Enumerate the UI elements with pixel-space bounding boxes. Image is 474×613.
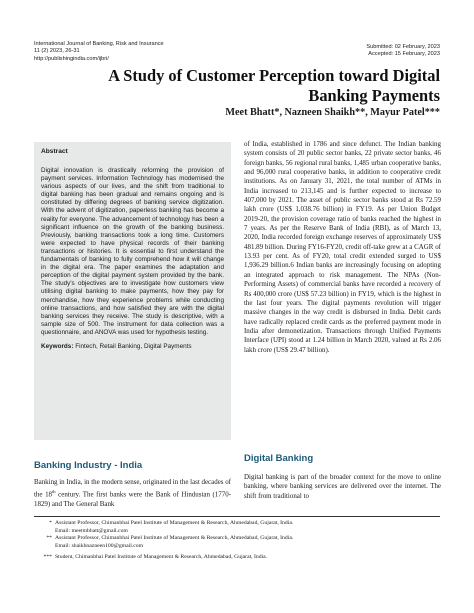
banking-text-end: century. The first banks were the Bank of Hindustan (1770-1829) and The General Bank (34, 490, 232, 508)
digital-banking-text (244, 473, 441, 501)
journal-url[interactable]: http://publishingindia.com/ijbri/ (34, 55, 109, 62)
accepted-date: Accepted: 15 February, 2023 (368, 51, 440, 58)
footnote-mark: * (49, 520, 52, 526)
footnote-affiliation: Student, Chimanbhai Patel Institute of Management & Research, Ahmedabad, Gujarat, India. (55, 553, 268, 560)
footnote-email[interactable]: Email: shaikhnazneen100@gmail.com (55, 543, 143, 550)
abstract-box (34, 142, 231, 440)
abstract-heading: Abstract (41, 148, 68, 155)
right-column-paragraph: of India, established in 1786 and since defunct. The Indian banking system consists of 20 public sector banks, 22 private sector banks, 46 foreign banks, 56 regional rural banks, 1,485 urban cooperative banks, and 96,000 rural cooperative banks, in addition to cooperative credit institutions. As on January 31, 2021, the total number of ATMs in India increased to 213,145 and is further expected to increase to 407,000 by 2021. The asset of public sector banks stood at Rs 72.59 lakh crore (US$ 1,038.76 billion) in FY19. As per Union Budget 2019-20, the provision coverage ratio of banks reached the highest in 7 years. As per the Reserve Bank of India (RBI), as of March 13, 2020, India recorded foreign exchange reserves of approximately US$ 481.89 billion. During FY16-FY20, credit off-take grew at a CAGR of 13.93 per cent. As of FY20, total credit extended surged to US$ 1,936.29 billion.6 Indian banks are increasingly focusing on adopting an integrated approach to risk management. The NPAs (Non-Performing Assets) of commercial banks have recorded a recovery of Rs 400,000 crore (US$ 57.23 billion) in FY19, which is the highest in the last four years. The digital payments revolution will trigger massive changes in the way credit is disbursed in India. Debit cards have radically replaced credit cards as the preferred payment mode in India after demonetization. Transactions through Unified Payments Interface (UPI) stood at 1.24 billion in March 2020, valued at Rs 2.06 lakh crore (US$ 29.47 billion). (244, 140, 441, 354)
footnote-affiliation: Assistant Professor, Chimanbhai Patel Institute of Management & Research, Ahmedabad, Gujarat, India. (55, 535, 294, 542)
paper-title-line2: Banking Payments (308, 85, 440, 105)
keywords (41, 343, 224, 351)
section-heading-banking-industry: Banking Industry - India (34, 460, 143, 471)
footnote-1 (34, 520, 440, 535)
submitted-date: Submitted: 02 February, 2023 (366, 44, 440, 50)
paper-title (34, 66, 440, 105)
journal-volume: 11 (2) 2023, 26-31 (34, 48, 80, 55)
footnote-email[interactable]: Email: meetmbhatt@gmail.com (55, 527, 128, 534)
paper-title-line1: A Study of Customer Perception toward Digital (108, 66, 440, 85)
footnote-mark: *** (43, 553, 52, 560)
banking-text-start: Banking in India, in the modern sense, originated in the last decades of the 18 (34, 478, 231, 499)
footnote-2 (34, 535, 440, 550)
submission-dates (366, 44, 440, 59)
footnote-divider (34, 516, 440, 517)
abstract-body: Digital innovation is drastically reforming the provision of payment services. Information Technology has modernised the various aspects of our lives, and the shift from traditional to digital banking has been gradual and remains ongoing and is constituted by differing degrees of banking service digitization. With the advent of digitization, paperless banking has become a reality for everyone. The advancement of technology has been a significant influence on the growth of the banking business. Previously, banking transactions took a long time. Customers were expected to have physical records of their banking transactions or histories. It is essential to first understand the fundamentals of banking to fully comprehend how it will change in the digital era. The paper examines the adaptation and perception of the digital payment system provided by the bank. The study's objectives are to investigate how customers view utilising digital banking to make payments, how they pay for merchandise, how they experience problems while conducting online transactions, and how satisfied they are with the digital banking services they receive. The study is descriptive, with a sample size of 500. The instrument for data collection was a questionnaire, and ANOVA was used for hypothesis testing. (41, 167, 224, 336)
authors: Meet Bhatt*, Nazneen Shaikh**, Mayur Patel*** (225, 107, 440, 118)
right-column-text (244, 140, 441, 355)
footnotes (34, 520, 440, 562)
keywords-label: Keywords: (41, 342, 74, 350)
footnote-3 (34, 554, 440, 562)
footnote-affiliation: Assistant Professor, Chimanbhai Patel Institute of Management & Research, Ahmedabad, Gujarat, India. (55, 520, 294, 526)
section-heading-digital-banking: Digital Banking (244, 453, 314, 464)
banking-industry-text (34, 478, 231, 509)
keywords-text: Fintech, Retail Banking, Digital Payments (75, 342, 192, 350)
footnote-mark: ** (46, 535, 52, 542)
ordinal-suffix: th (52, 489, 56, 495)
journal-header (34, 41, 164, 63)
digital-banking-paragraph: Digital banking is part of the broader context for the move to online banking, where banking services are delivered over the internet. The shift from traditional to (244, 473, 441, 500)
journal-name: International Journal of Banking, Risk and Insurance (34, 41, 164, 47)
